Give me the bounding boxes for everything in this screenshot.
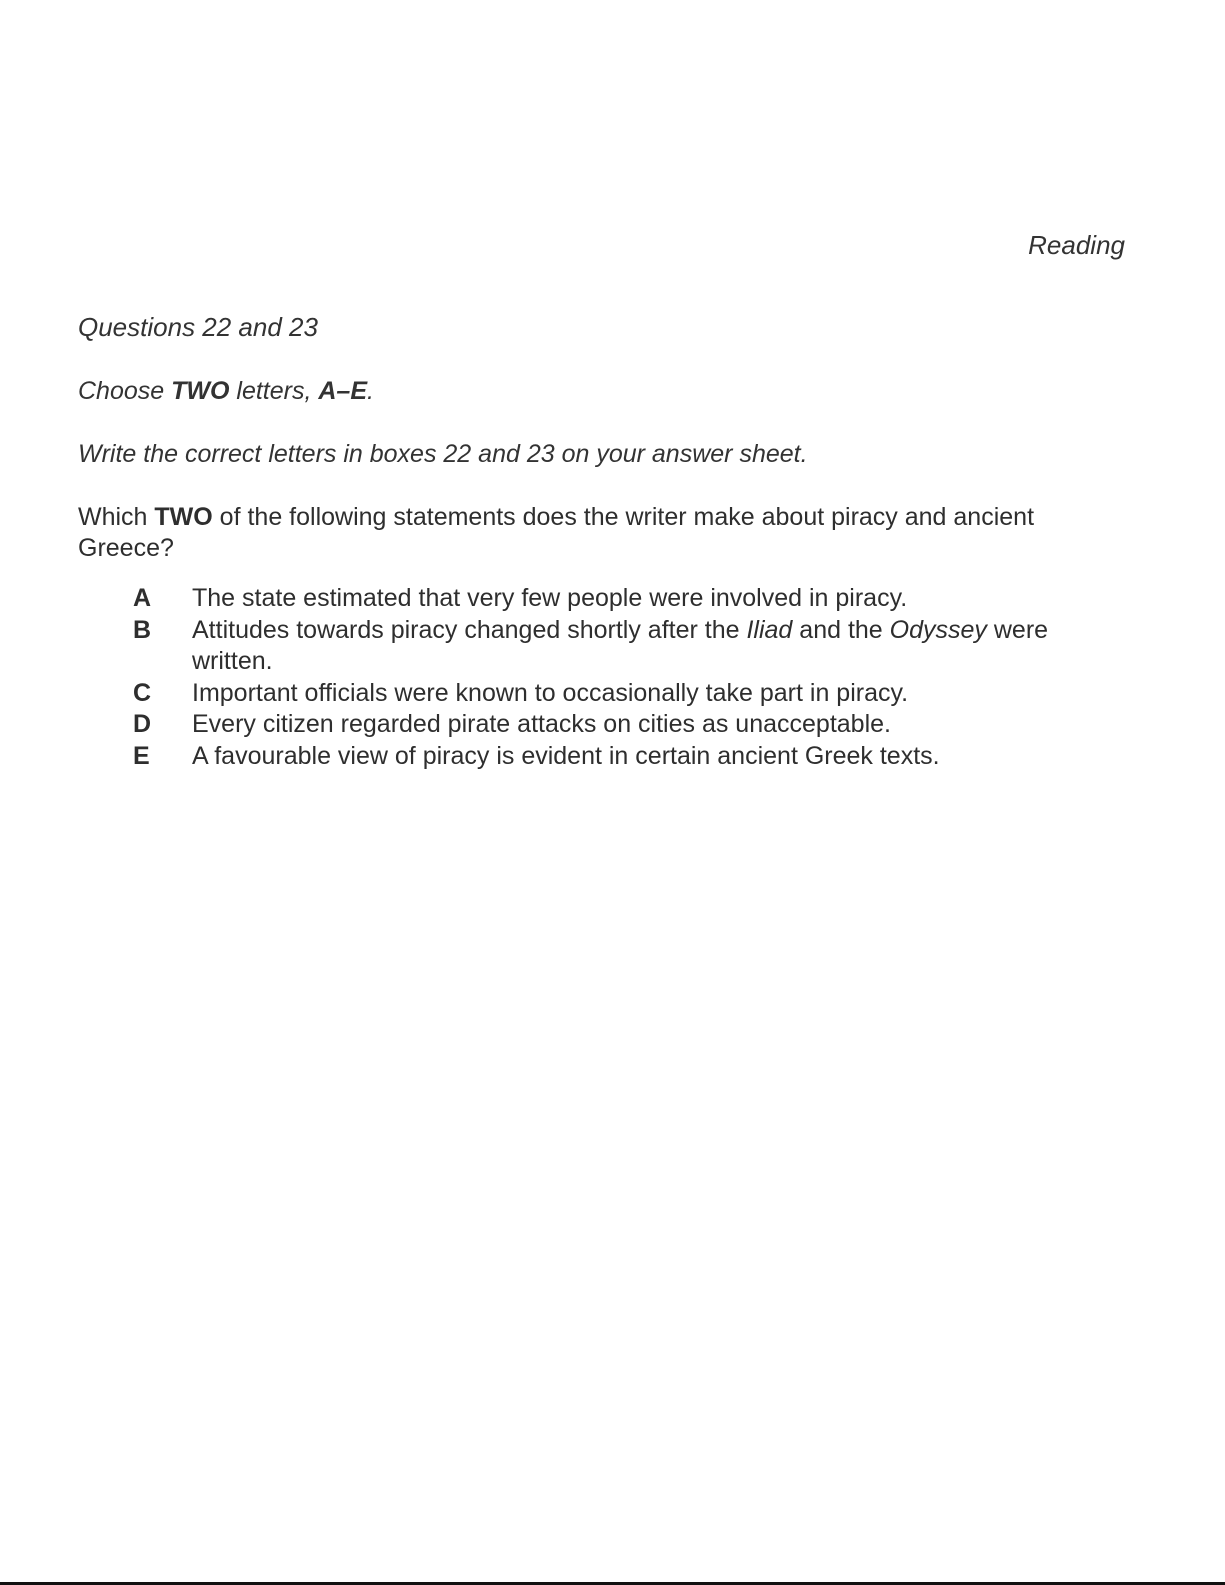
- option-a: [133, 583, 1073, 615]
- option-letter: C: [133, 678, 152, 707]
- option-b-text-c: were written.: [192, 615, 1049, 675]
- stem-suffix: of the following statements does the writer make about piracy and ancient Greece?: [78, 503, 1035, 562]
- title-odyssey: Odyssey: [889, 615, 987, 644]
- option-d: [133, 709, 1073, 741]
- stem-prefix: Which: [78, 503, 155, 531]
- instruction-choose: [78, 376, 1118, 407]
- option-text: A favourable view of piracy is evident in certain ancient Greek texts.: [192, 741, 940, 770]
- option-e: [133, 741, 1073, 773]
- option-text: [192, 615, 1073, 678]
- question-range-heading: Questions 22 and 23: [78, 312, 318, 342]
- option-text: The state estimated that very few people were involved in piracy.: [192, 584, 908, 612]
- option-b-text-b: and the: [792, 615, 890, 644]
- option-c: [133, 678, 1073, 710]
- section-label: Reading: [1028, 230, 1125, 260]
- option-letter: A: [133, 584, 152, 612]
- instruction-write: Write the correct letters in boxes 22 and 23 on your answer sheet.: [78, 440, 808, 468]
- instruction-choose-count: TWO: [171, 377, 230, 405]
- option-b: [133, 615, 1073, 678]
- option-b-text-a: Attitudes towards piracy changed shortly after the: [192, 615, 747, 644]
- stem-count: TWO: [154, 503, 213, 531]
- instruction-choose-range: A–E: [318, 377, 368, 405]
- option-text: Important officials were known to occasionally take part in piracy.: [192, 678, 909, 707]
- option-text: Every citizen regarded pirate attacks on cities as unacceptable.: [192, 710, 891, 738]
- option-letter: B: [133, 615, 152, 644]
- option-letter: E: [133, 741, 150, 770]
- answer-options: [133, 583, 1073, 772]
- instruction-choose-prefix: Choose: [78, 377, 172, 405]
- option-letter: D: [133, 710, 152, 738]
- question-stem: [78, 502, 1118, 564]
- title-iliad: Iliad: [746, 615, 793, 644]
- instruction-choose-suffix: .: [367, 377, 374, 405]
- instruction-choose-middle: letters,: [229, 377, 319, 405]
